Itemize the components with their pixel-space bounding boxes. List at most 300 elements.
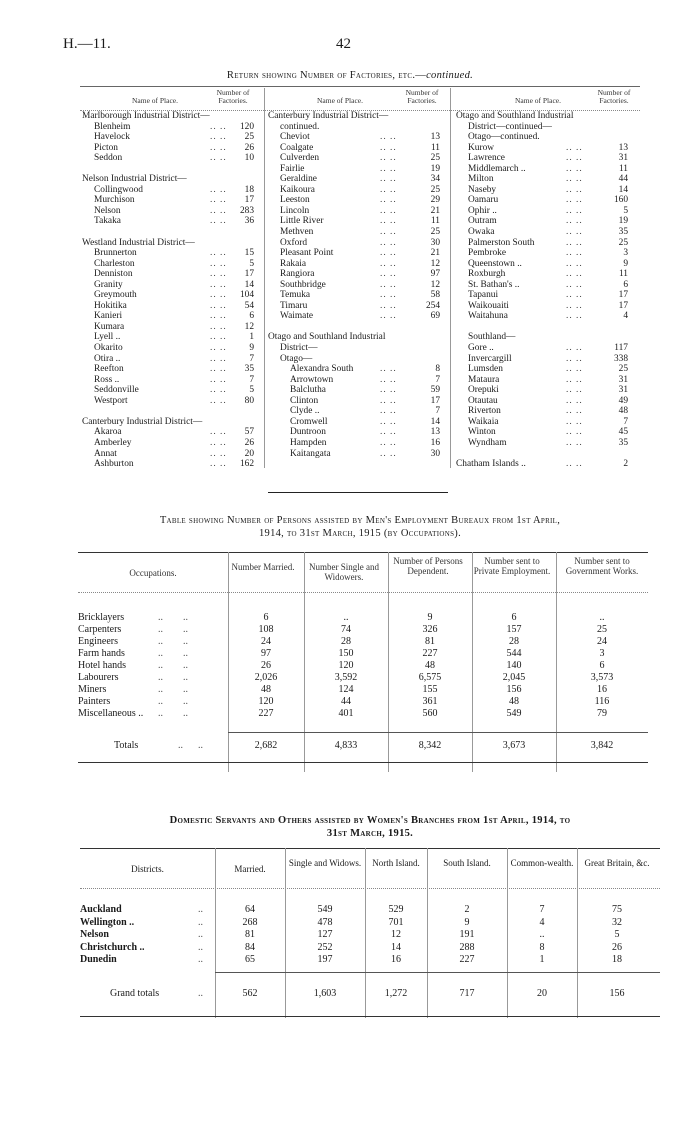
table1-factory-count: 13 [430, 427, 440, 438]
table1-place-name: Picton [94, 142, 118, 153]
table3-totals-row [80, 988, 680, 1000]
table1-factory-count: 5 [623, 205, 628, 216]
table1-place-name: Kumara [94, 321, 125, 332]
table3-header-north: North Island. [372, 858, 420, 868]
table1-dot-leader: .. .. [566, 195, 583, 206]
table1-factory-count: 283 [239, 205, 254, 216]
table1-factory-count: 31 [618, 153, 628, 164]
table3-dot-leader: .. [198, 916, 203, 928]
table1-factory-count: 14 [430, 416, 440, 427]
table2-cell-dependent: 326 [422, 624, 438, 635]
table1-factory-count: 25 [430, 153, 440, 164]
table1-row [456, 248, 632, 259]
table1-row [268, 385, 446, 396]
table1-factory-count: 13 [430, 132, 440, 143]
table1-factory-count: 16 [430, 437, 440, 448]
table2-totals-rule [228, 732, 648, 733]
table1-dot-leader: .. .. [210, 385, 227, 396]
table1-place-name: Westland Industrial District— [82, 237, 195, 248]
table2-cell-dependent: 361 [422, 696, 438, 707]
table1-dot-leader: .. .. [210, 300, 227, 311]
table1-place-name: Cromwell [290, 416, 328, 427]
table1-row [82, 427, 262, 438]
table1-factory-count: 117 [614, 343, 628, 354]
table2-totals-married: 2,682 [254, 740, 278, 751]
table1-place-name: Lawrence [468, 153, 505, 164]
table3-row [80, 954, 680, 966]
table1-place-name: Roxburgh [468, 269, 506, 280]
table1-row [268, 143, 446, 154]
table1-row [456, 375, 632, 386]
table1-row [82, 322, 262, 333]
table1-row [82, 216, 262, 227]
table2-cell-single: 74 [341, 624, 351, 635]
table1-factory-count: 5 [249, 385, 254, 396]
table1-row [82, 417, 262, 428]
table1-row [82, 364, 262, 375]
table1-row [82, 185, 262, 196]
table1-dot-leader: .. .. [566, 364, 583, 375]
table3-cell-north: 14 [391, 941, 401, 953]
table3-totals-north: 1,272 [384, 988, 408, 999]
table3-cell-gb: 75 [612, 904, 622, 915]
table1-row [456, 216, 632, 227]
table3-cell-north: 12 [391, 929, 401, 940]
table1-factory-count: 20 [244, 448, 254, 459]
table1-factory-count: 19 [618, 216, 628, 227]
table1-factory-count: 14 [244, 279, 254, 290]
table1-dot-leader: .. .. [566, 153, 583, 164]
table2-row [78, 612, 668, 624]
table1-place-name: Coalgate [280, 142, 314, 153]
table1-top-rule [80, 86, 640, 87]
table1-factory-count: 80 [244, 395, 254, 406]
table2-cell-single: 401 [338, 708, 354, 719]
table1-row [456, 227, 632, 238]
table2-row [78, 624, 668, 636]
table1-place-name: Ophir .. [468, 205, 497, 216]
document-code: H.—11. [63, 36, 111, 52]
table3-district: Nelson [80, 929, 109, 940]
table1-factory-count: 97 [430, 269, 440, 280]
table3-row [80, 942, 680, 954]
table1-place-name: Rakaia [280, 258, 307, 269]
table1-dot-leader: .. .. [380, 290, 397, 301]
table1-dot-leader: .. .. [210, 448, 227, 459]
table3-dot-leader: .. [198, 954, 203, 965]
table2-cell-private: 28 [509, 636, 519, 647]
table2-header-dependent: Number of Persons Dependent. [393, 556, 463, 576]
table1-dot-leader: .. .. [210, 205, 227, 216]
table1-factory-count: 254 [425, 300, 440, 311]
table1-place-name: Winton [468, 427, 496, 438]
table1-place-name: Culverden [280, 153, 320, 164]
table1-row [268, 195, 446, 206]
table2-cell-single: 28 [341, 636, 351, 647]
table3-cell-gb: 18 [612, 954, 622, 965]
table1-row [82, 269, 262, 280]
table1-row [268, 238, 446, 249]
table1-row [82, 396, 262, 407]
table1-dot-leader: .. .. [380, 311, 397, 322]
table3-header-single: Single and Widows. [288, 858, 362, 868]
table1-factory-count: 25 [430, 184, 440, 195]
table3-totals-commonwealth: 20 [537, 988, 547, 999]
table1-row [456, 206, 632, 217]
table1-dot-leader: .. .. [380, 427, 397, 438]
table1-place-name: Murchison [94, 195, 135, 206]
table1-place-name: Denniston [94, 269, 133, 280]
table1-place-name: Waimate [280, 311, 314, 322]
table1-dot-leader: .. .. [566, 459, 583, 470]
table2-row [78, 684, 668, 696]
table1-place-name: Waikaia [468, 416, 499, 427]
table1-row [456, 385, 632, 396]
table2-dot-leader: .. .. [158, 660, 188, 671]
table2-cell-govt: 24 [597, 636, 607, 647]
table2-cell-private: 140 [506, 660, 522, 671]
table1-factory-count: 26 [244, 437, 254, 448]
table3-header-great-britain: Great Britain, &c. [584, 858, 650, 868]
table1-dot-leader: .. .. [380, 132, 397, 143]
table1-dot-leader: .. .. [566, 374, 583, 385]
table1-factory-count: 57 [244, 427, 254, 438]
table3-totals-great-britain: 156 [609, 988, 625, 999]
table1-dot-leader: .. .. [210, 184, 227, 195]
table3-dot-leader: .. [198, 904, 203, 915]
table1-factory-count: 7 [435, 406, 440, 417]
table1-factory-count: 10 [244, 153, 254, 164]
table1-factory-count: 120 [239, 121, 254, 132]
table2-cell-married: 2,026 [254, 672, 278, 683]
table1-dot-leader: .. .. [566, 300, 583, 311]
table2-dot-leader: .. .. [158, 672, 188, 683]
table1-factory-count: 54 [244, 300, 254, 311]
table1-dot-leader: .. .. [566, 174, 583, 185]
table2-row [78, 672, 668, 684]
table3-cell-married: 84 [245, 941, 255, 953]
table1-dot-leader: .. .. [210, 142, 227, 153]
table1-dot-leader: .. .. [210, 321, 227, 332]
table1-col1-place-header: Name of Place. [131, 96, 179, 105]
table1-place-name: Middlemarch .. [468, 163, 526, 174]
table1-row [456, 301, 632, 312]
table3-cell-cw: 1 [539, 954, 545, 965]
table1-dot-leader: .. .. [380, 184, 397, 195]
table1-dot-leader: .. .. [566, 237, 583, 248]
table1-dot-leader: .. .. [380, 216, 397, 227]
table1-factory-count: 45 [618, 427, 628, 438]
table2-occupation: Engineers [78, 636, 118, 647]
table1-factory-count: 35 [244, 364, 254, 375]
table1-place-name: Otago and Southland Industrial [456, 111, 574, 121]
table1-place-name: Cheviot [280, 132, 310, 143]
table1-dot-leader: .. .. [380, 237, 397, 248]
table1-factory-count: 44 [618, 174, 628, 185]
table1-place-name: Little River [280, 216, 324, 227]
table1-factory-count: 14 [618, 184, 628, 195]
table1-row [82, 195, 262, 206]
table1-row [82, 354, 262, 365]
table1-row [456, 354, 632, 365]
table1-place-name: Geraldine [280, 174, 317, 185]
table3-totals-label: Grand totals [110, 988, 160, 999]
table1-place-name: Lyell .. [94, 332, 121, 343]
table1-dot-leader: .. .. [566, 258, 583, 269]
table1-place-name: Mataura [468, 374, 500, 385]
table2-cell-dependent: 9 [427, 612, 433, 623]
table1-factory-count: 29 [430, 195, 440, 206]
table1-factory-count: 59 [430, 385, 440, 396]
table1-row [268, 111, 446, 122]
table1-dot-leader: .. .. [380, 279, 397, 290]
table1-factory-count: 17 [244, 269, 254, 280]
table1-divider-1 [264, 88, 265, 468]
table1-row [456, 332, 632, 343]
table3-header-commonwealth: Common-wealth. [510, 858, 574, 868]
table1-row [82, 375, 262, 386]
table1-factory-count: 25 [618, 237, 628, 248]
table1-dot-leader: .. .. [210, 153, 227, 164]
table1-place-name: Owaka [468, 227, 495, 238]
table1-factory-count: 6 [249, 311, 254, 322]
table1-place-name: Riverton [468, 406, 501, 417]
table1-factory-count: 338 [613, 353, 628, 364]
table1-factory-count: 19 [430, 163, 440, 174]
table1-row [82, 290, 262, 301]
table1-row [82, 438, 262, 449]
table3-title-line2: 31st March, 1915. [326, 828, 414, 839]
table1-place-name: Seddon [94, 153, 123, 164]
table1-row [268, 396, 446, 407]
table1-dot-leader: .. .. [566, 427, 583, 438]
table1-dot-leader: .. .. [380, 163, 397, 174]
table1-row [82, 449, 262, 460]
table1-factory-count: 31 [618, 374, 628, 385]
table1-row [456, 259, 632, 270]
table1-row [456, 427, 632, 438]
table1-dot-leader: .. .. [566, 395, 583, 406]
table1-factory-count: 25 [618, 364, 628, 375]
table1-place-name: Otago— [280, 353, 313, 364]
table1-factory-count: 13 [618, 142, 628, 153]
table2-cell-govt: 25 [597, 624, 607, 635]
table1-place-name: Marlborough Industrial District— [82, 111, 210, 121]
table2-dot-leader: .. .. [158, 696, 188, 707]
table2-header-rule [78, 592, 648, 593]
table1-row [456, 164, 632, 175]
table1-place-name: Invercargill [468, 353, 512, 364]
table1-factory-count: 9 [249, 343, 254, 354]
table2-cell-dependent: 6,575 [418, 672, 442, 683]
table1-dot-leader: .. .. [566, 437, 583, 448]
table1-row [268, 164, 446, 175]
table2-totals-govt: 3,842 [590, 740, 614, 751]
table3-totals-married: 562 [242, 988, 258, 999]
table1-place-name: Balclutha [290, 385, 326, 396]
table1-title-cont: continued. [426, 70, 474, 81]
table1-place-name: Kanieri [94, 311, 123, 322]
table1-dot-leader: .. .. [380, 258, 397, 269]
table1-column-1 [82, 111, 262, 470]
table1-row [268, 332, 446, 343]
table1-factory-count: 3 [623, 248, 628, 259]
table1-row [456, 396, 632, 407]
table3-cell-cw: 8 [539, 941, 545, 953]
table1-dot-leader: .. .. [380, 153, 397, 164]
table1-row [82, 385, 262, 396]
table1-dot-leader: .. .. [566, 248, 583, 259]
table1-place-name: Amberley [94, 437, 132, 448]
table1-row [456, 417, 632, 428]
table1-place-name: Queenstown .. [468, 258, 522, 269]
table1-row [268, 406, 446, 417]
table1-row [82, 122, 262, 133]
table1-dot-leader: .. .. [566, 290, 583, 301]
table1-dot-leader: .. .. [566, 353, 583, 364]
table1-dot-leader: .. .. [566, 416, 583, 427]
table1-factory-count: 25 [430, 227, 440, 238]
table1-row [268, 449, 446, 460]
table2 [78, 552, 658, 777]
table2-cell-dependent: 560 [422, 708, 438, 719]
page-number: 42 [336, 36, 351, 52]
table1-title: Return showing Number of Factories, etc.—continued. [226, 70, 474, 81]
table2-occupation: Labourers [78, 672, 119, 683]
table1-dot-leader: .. .. [210, 248, 227, 259]
table2-totals-dependent: 8,342 [418, 740, 442, 751]
table1-dot-leader: .. .. [566, 406, 583, 417]
table1-place-name: Ashburton [94, 459, 134, 470]
table2-cell-private: 544 [506, 648, 522, 659]
table1-factory-count: 104 [239, 290, 254, 301]
table1-col2-num-header: Number of Factories. [405, 88, 439, 105]
table1-row [268, 301, 446, 312]
table1-dot-leader: .. .. [566, 216, 583, 227]
table1-factory-count: 4 [623, 311, 628, 322]
table1-place-name: Oamaru [468, 195, 499, 206]
table1-factory-count: 12 [244, 321, 254, 332]
table1-place-name: Otautau [468, 395, 498, 406]
table1-row [456, 322, 632, 333]
table1-row [82, 164, 262, 175]
table2-cell-private: 549 [506, 708, 522, 719]
table2-cell-married: 48 [261, 684, 271, 695]
table1-place-name: Oxford [280, 237, 308, 248]
table1-dot-leader: .. .. [566, 227, 583, 238]
table1-factory-count: 21 [430, 248, 440, 259]
table1-row [268, 438, 446, 449]
table1-dot-leader: .. .. [210, 427, 227, 438]
table1-place-name: Blenheim [94, 121, 131, 132]
table1-col1-num-header: Number of Factories. [216, 88, 250, 105]
table1-dot-leader: .. .. [566, 184, 583, 195]
table1-row [456, 143, 632, 154]
table2-cell-govt: 3 [599, 648, 605, 659]
table1-factory-count: 11 [430, 216, 440, 227]
table1-dot-leader: .. .. [380, 269, 397, 280]
table1-place-name: Reefton [94, 364, 124, 375]
table1-dot-leader: .. .. [566, 311, 583, 322]
table3-header-south: South Island. [443, 858, 491, 868]
table3-cell-south: 288 [459, 941, 475, 953]
table2-cell-govt: 6 [599, 660, 605, 671]
table1-place-name: Canterbury Industrial District— [82, 416, 203, 427]
table1-row [456, 449, 632, 460]
table1-place-name: Hampden [290, 437, 327, 448]
table2-occupation: Bricklayers [78, 612, 125, 623]
table1-factory-count: 48 [618, 406, 628, 417]
table2-cell-govt: 3,573 [590, 672, 614, 683]
table2-cell-married: 108 [258, 624, 274, 635]
table1-place-name: Otago and Southland Industrial [268, 332, 386, 343]
table1-place-name: Methven [280, 227, 314, 238]
table1-dot-leader: .. .. [380, 205, 397, 216]
table2-cell-private: 156 [506, 684, 522, 695]
table2-cell-dependent: 227 [422, 648, 438, 659]
table1-dot-leader: .. .. [380, 142, 397, 153]
table3-header-districts: Districts. [131, 864, 164, 874]
table1-divider-2 [450, 88, 451, 468]
table2-totals-label: Totals [114, 740, 139, 751]
table1-dot-leader: .. .. [210, 353, 227, 364]
table1-row [82, 311, 262, 322]
table2-cell-govt: 79 [597, 708, 607, 719]
table1-place-name: Otira .. [94, 353, 121, 364]
table1-factory-count: 69 [430, 311, 440, 322]
table3-row [80, 904, 680, 916]
table3-row [80, 929, 680, 941]
table2-occupation: Miscellaneous .. [78, 708, 144, 719]
table2-totals-dots: .. .. [178, 740, 203, 751]
table1-row [82, 111, 262, 122]
table1-factory-count: 30 [430, 448, 440, 459]
table2-dot-leader: .. .. [158, 624, 188, 635]
table1-place-name: Annat [94, 448, 117, 459]
table1-dot-leader: .. .. [380, 227, 397, 238]
table1-factory-count: 6 [623, 279, 628, 290]
table2-totals-private: 3,673 [502, 740, 526, 751]
table1-place-name: Kaitangata [290, 448, 331, 459]
table1-place-name: Tapanui [468, 290, 499, 301]
table1-dot-leader: .. .. [210, 459, 227, 470]
table2-dot-leader: .. .. [158, 612, 188, 623]
table1-col2-place-header: Name of Place. [316, 96, 364, 105]
table2-cell-private: 6 [511, 612, 517, 623]
table3-title-line1: Domestic Servants and Others assisted by Women's Branches from 1st April, 1914, to [169, 815, 571, 826]
table1-row [268, 354, 446, 365]
table1-place-name: Brunnerton [94, 248, 137, 259]
table1-dot-leader: .. .. [566, 343, 583, 354]
table1-row [82, 174, 262, 185]
table3-cell-north: 701 [388, 916, 404, 928]
table1-place-name: Wyndham [468, 437, 507, 448]
table1-dot-leader: .. .. [210, 437, 227, 448]
table1-factory-count: 7 [249, 353, 254, 364]
table1-row [456, 195, 632, 206]
table1-place-name: Timaru [280, 300, 308, 311]
table3-cell-single: 127 [317, 929, 333, 940]
table3-cell-south: 2 [464, 904, 470, 915]
table1-factory-count: 11 [430, 142, 440, 153]
table2-cell-single: 3,592 [334, 672, 358, 683]
table2-cell-dependent: 155 [422, 684, 438, 695]
table1-place-name: Temuka [280, 290, 311, 301]
table2-cell-dependent: 81 [425, 636, 435, 647]
table2-totals-row [78, 740, 668, 752]
table1-factory-count: 18 [244, 184, 254, 195]
table1-row [82, 153, 262, 164]
